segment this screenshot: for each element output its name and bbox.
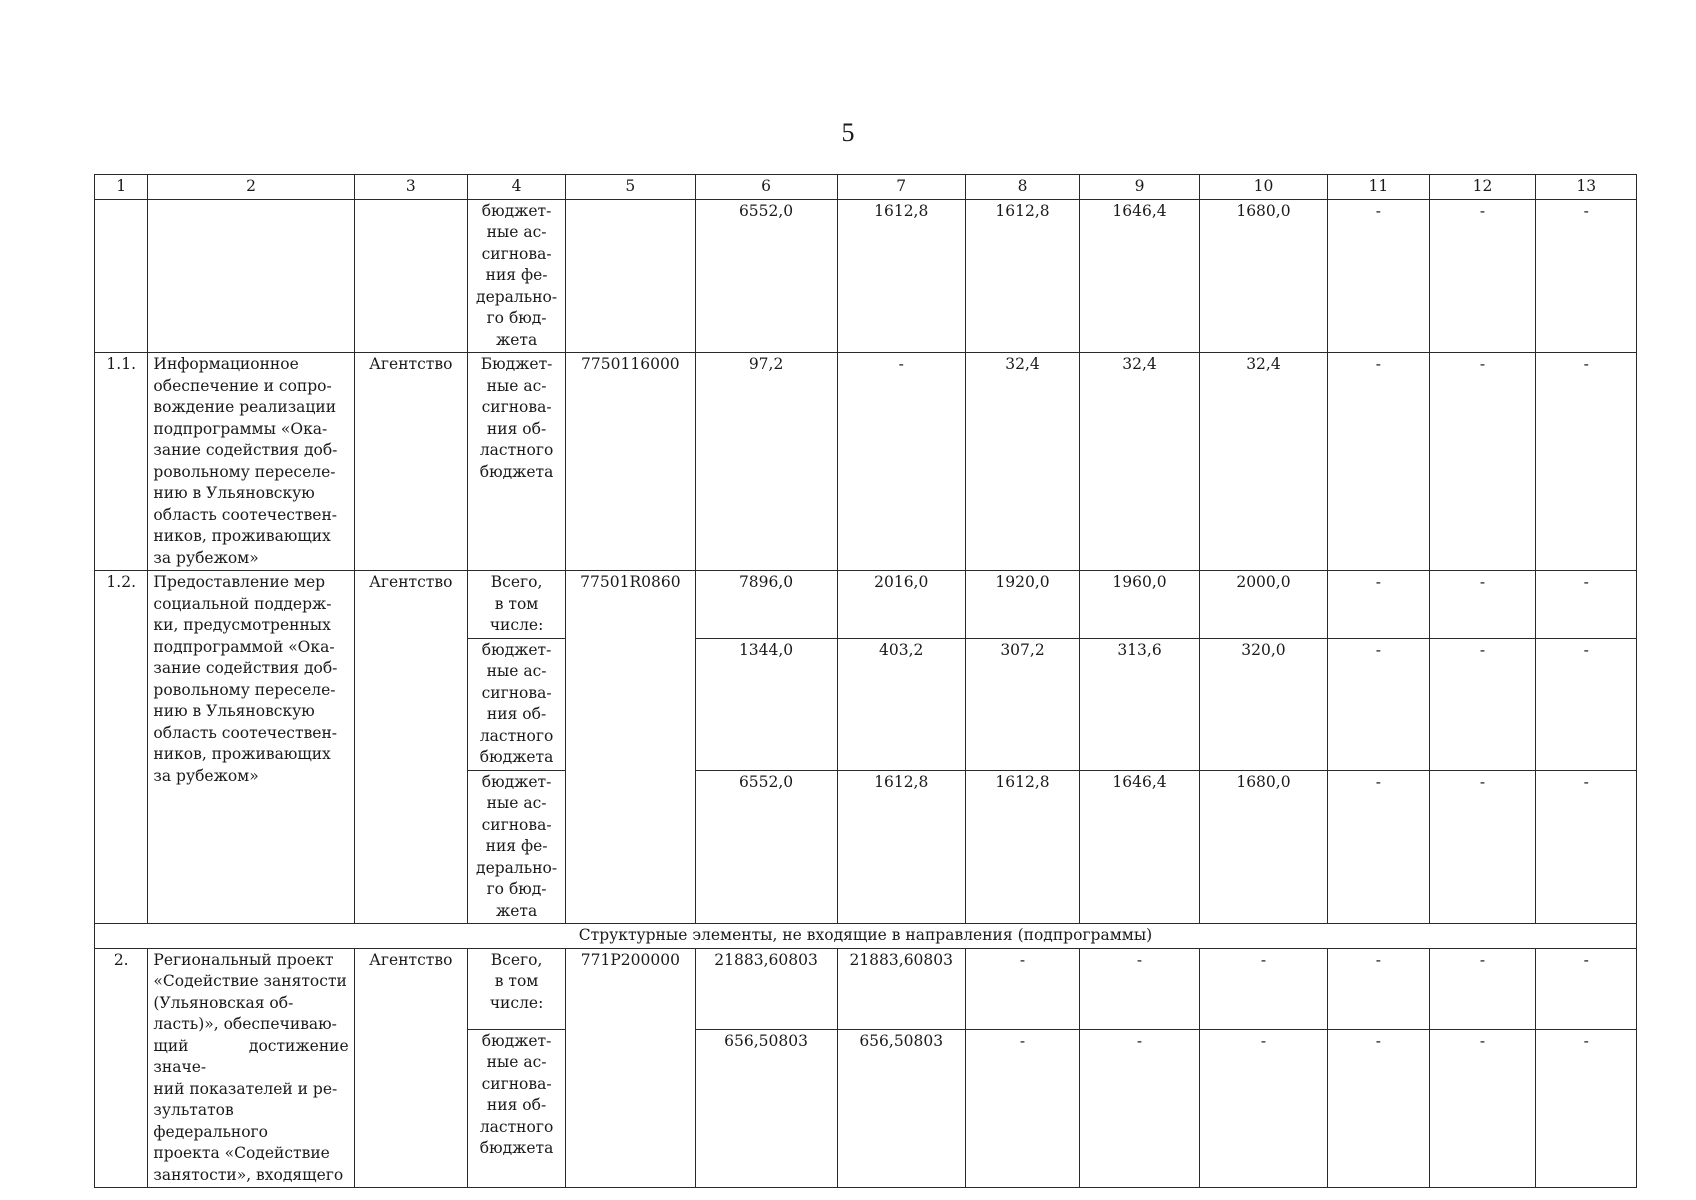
funding-source-cell: Бюджет- ные ас- сигнова- ния об- ластного бюджета <box>467 353 565 571</box>
value-cell: - <box>1536 638 1637 770</box>
executor: Агентство <box>354 353 467 571</box>
table-row-2-total <box>95 948 1637 1029</box>
row-number: 2. <box>95 948 148 1188</box>
value-cell: - <box>965 948 1079 1029</box>
value-cell: 1920,0 <box>965 571 1079 639</box>
value-cell: - <box>1199 1029 1327 1187</box>
value-cell: - <box>1080 1029 1200 1187</box>
value-cell: 6552,0 <box>695 770 837 924</box>
value-cell: - <box>1429 948 1536 1029</box>
value-cell: - <box>837 353 965 571</box>
row-number: 1.1. <box>95 353 148 571</box>
value-cell: 1344,0 <box>695 638 837 770</box>
value-cell: 97,2 <box>695 353 837 571</box>
funding-source-cell: бюджет- ные ас- сигнова- ния фе- дерально- го бюд- жета <box>467 770 565 924</box>
value-cell: - <box>1328 571 1430 639</box>
value-cell: 2016,0 <box>837 571 965 639</box>
row-number: 1.2. <box>95 571 148 924</box>
header-cell: 13 <box>1536 175 1637 200</box>
value-cell: - <box>1328 770 1430 924</box>
value-cell: - <box>1536 199 1637 353</box>
funding-source-cell: бюджет- ные ас- сигнова- ния об- ластного бюджета <box>467 1029 565 1187</box>
value-cell: 1612,8 <box>837 199 965 353</box>
value-cell: 2000,0 <box>1199 571 1327 639</box>
value-cell: - <box>1536 1029 1637 1187</box>
value-cell: - <box>1536 770 1637 924</box>
header-cell: 2 <box>148 175 354 200</box>
value-cell: 1680,0 <box>1199 770 1327 924</box>
value-cell: - <box>1429 1029 1536 1187</box>
funding-source-cell: Всего, в том числе: <box>467 948 565 1029</box>
header-cell: 12 <box>1429 175 1536 200</box>
value-cell: - <box>1429 571 1536 639</box>
value-cell: 21883,60803 <box>695 948 837 1029</box>
value-cell: 1680,0 <box>1199 199 1327 353</box>
header-cell: 11 <box>1328 175 1430 200</box>
value-cell: 21883,60803 <box>837 948 965 1029</box>
value-cell: 1612,8 <box>965 199 1079 353</box>
table-row-1-2-total <box>95 571 1637 639</box>
budget-code: 77501R0860 <box>566 571 695 924</box>
value-cell: 6552,0 <box>695 199 837 353</box>
value-cell: 307,2 <box>965 638 1079 770</box>
value-cell: - <box>1429 353 1536 571</box>
measure-name: Информационное обеспечение и сопро- вождение реализации подпрограммы «Ока- зание содействия доб- ровольному переселе- нию в Ульяновскую область соотечествен- ников, проживающих за рубежом» <box>148 353 354 571</box>
value-cell: - <box>1429 199 1536 353</box>
value-cell: 1960,0 <box>1080 571 1200 639</box>
executor: Агентство <box>354 948 467 1188</box>
value-cell: - <box>1536 353 1637 571</box>
value-cell: - <box>1328 948 1430 1029</box>
value-cell: 656,50803 <box>837 1029 965 1187</box>
value-cell: 320,0 <box>1199 638 1327 770</box>
value-cell: - <box>1328 1029 1430 1187</box>
section-band <box>95 924 1637 949</box>
measure-name: Предоставление мер социальной поддерж- ки, предусмотренных подпрограммой «Ока- зание содействия доб- ровольному переселе- нию в Ульяновскую область соотечествен- ников, проживающих за рубежом» <box>148 571 354 924</box>
header-cell: 4 <box>467 175 565 200</box>
header-cell: 8 <box>965 175 1079 200</box>
value-cell: 403,2 <box>837 638 965 770</box>
table-row-1-1 <box>95 353 1637 571</box>
header-cell: 5 <box>566 175 695 200</box>
budget-table <box>94 174 1637 1188</box>
value-cell: - <box>965 1029 1079 1187</box>
measure-name: Региональный проект «Содействие занятости (Ульяновская об- ласть)», обеспечиваю- щий достижение значе- ний показателей и ре- зультатов федерального проекта «Содействие занятости», входящего <box>148 948 354 1188</box>
value-cell: 32,4 <box>965 353 1079 571</box>
section-title: Структурные элементы, не входящие в направления (подпрограммы) <box>95 924 1637 949</box>
value-cell: - <box>1429 638 1536 770</box>
value-cell: 1646,4 <box>1080 770 1200 924</box>
value-cell: 313,6 <box>1080 638 1200 770</box>
table-row-federal-continuation <box>95 199 1637 353</box>
header-cell: 7 <box>837 175 965 200</box>
executor: Агентство <box>354 571 467 924</box>
funding-source-cell: бюджет- ные ас- сигнова- ния об- ластного бюджета <box>467 638 565 770</box>
header-cell: 9 <box>1080 175 1200 200</box>
header-cell: 1 <box>95 175 148 200</box>
column-number-header <box>95 175 1637 200</box>
value-cell: - <box>1080 948 1200 1029</box>
value-cell: 32,4 <box>1199 353 1327 571</box>
value-cell: 1612,8 <box>965 770 1079 924</box>
budget-code: 7750116000 <box>566 353 695 571</box>
value-cell: - <box>1328 199 1430 353</box>
header-cell: 6 <box>695 175 837 200</box>
header-cell: 10 <box>1199 175 1327 200</box>
value-cell: - <box>1328 353 1430 571</box>
value-cell: 1612,8 <box>837 770 965 924</box>
value-cell: 656,50803 <box>695 1029 837 1187</box>
header-cell: 3 <box>354 175 467 200</box>
value-cell: - <box>1536 948 1637 1029</box>
funding-source-cell: Всего, в том числе: <box>467 571 565 639</box>
value-cell: - <box>1536 571 1637 639</box>
value-cell: 32,4 <box>1080 353 1200 571</box>
value-cell: 7896,0 <box>695 571 837 639</box>
page-number: 5 <box>841 118 855 147</box>
budget-code: 771P200000 <box>566 948 695 1188</box>
value-cell: - <box>1429 770 1536 924</box>
value-cell: - <box>1328 638 1430 770</box>
value-cell: 1646,4 <box>1080 199 1200 353</box>
value-cell: - <box>1199 948 1327 1029</box>
funding-source-cell: бюджет- ные ас- сигнова- ния фе- дерально- го бюд- жета <box>467 199 565 353</box>
